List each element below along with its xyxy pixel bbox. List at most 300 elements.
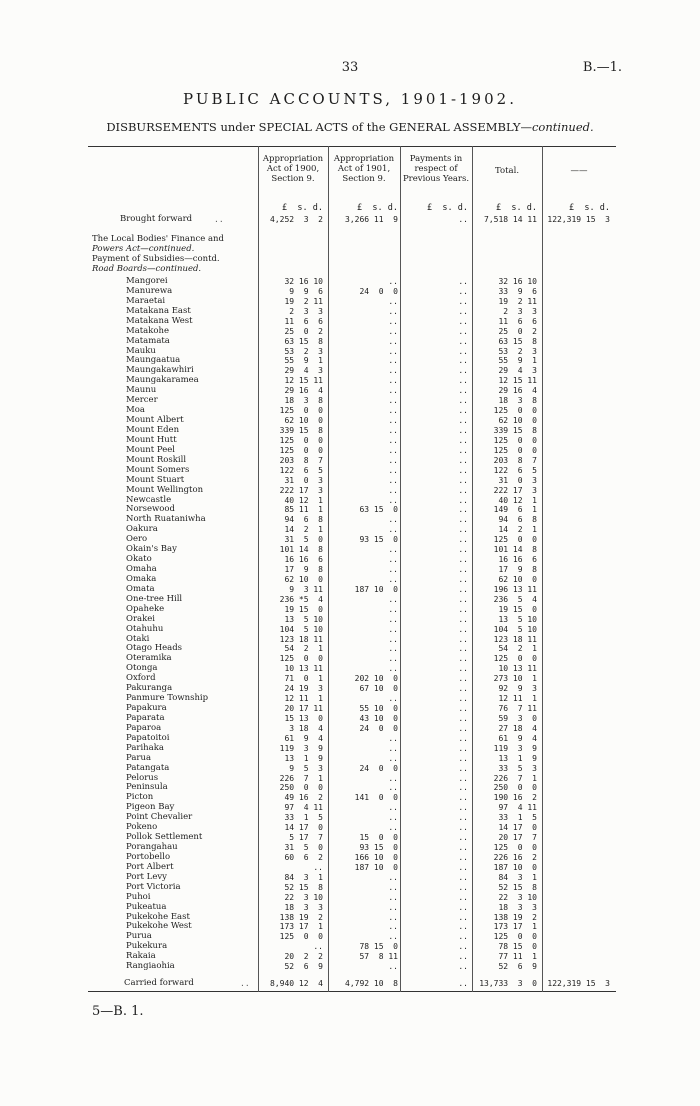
cell-total: 97 4 11: [498, 803, 537, 813]
cell-total: 125 0 0: [493, 445, 537, 455]
road-board-name: Rakaia: [126, 951, 156, 962]
cell-previous: ..: [458, 366, 468, 376]
cell-1901: ..: [388, 416, 398, 425]
cell-1901: ..: [388, 277, 398, 286]
cell-total: 14 2 1: [498, 525, 537, 535]
road-board-name: Puhoi: [126, 891, 151, 902]
cell-1901: ..: [388, 515, 398, 525]
road-board-name: Papakura: [126, 703, 167, 713]
leader-dots: ..: [214, 215, 224, 224]
cell-previous: ..: [458, 872, 468, 882]
cell-previous: ..: [458, 346, 468, 356]
cell-total: 20 17 7: [498, 833, 537, 843]
road-board-name: Mount Albert: [126, 415, 184, 425]
cell-previous: ..: [458, 316, 468, 326]
cell-1900: 84 3 1: [284, 872, 323, 882]
cell-1900: 250 0 0: [279, 783, 323, 793]
cell-total: 62 10 0: [498, 416, 537, 425]
cell-total: 125 0 0: [493, 654, 537, 664]
road-board-name: Oakura: [126, 524, 158, 535]
cell-total: 19 15 0: [498, 604, 537, 614]
road-board-name: Omaka: [126, 573, 157, 584]
cell-1901: ..: [388, 406, 398, 416]
cell-1901: 24 0 0: [359, 723, 398, 733]
cell-total: 94 6 8: [498, 515, 537, 525]
road-board-name: Pelorus: [126, 772, 159, 783]
cell-total: 273 10 1: [493, 674, 537, 684]
page-reference: B.—1.: [582, 60, 622, 75]
cell-1900: 60 6 2: [284, 852, 323, 862]
cell-1901: ..: [388, 555, 398, 564]
cell-1901: ..: [388, 922, 398, 932]
cell-1901: 187 10 0: [354, 584, 398, 594]
cell-grand: 122,319 15 3: [547, 979, 610, 988]
road-board-name: One-tree Hill: [126, 593, 183, 604]
cell-1901: ..: [388, 346, 398, 356]
road-board-name: Pigeon Bay: [126, 802, 175, 813]
cell-previous: ..: [458, 356, 468, 366]
cell-previous: ..: [458, 624, 468, 634]
cell-previous: ..: [458, 713, 468, 723]
money-unit-header: £ s. d.: [496, 203, 537, 213]
road-board-name: Port Albert: [126, 861, 174, 872]
cell-1900: 55 9 1: [284, 356, 323, 366]
cell-1900: 20 17 11: [284, 704, 323, 713]
cell-1900: 226 7 1: [279, 773, 323, 783]
road-board-name: Otaki: [126, 633, 150, 644]
road-board-name: Pukekohe East: [126, 911, 190, 922]
money-unit-header: £ s. d.: [282, 203, 323, 213]
road-board-name: North Ruataniwha: [126, 514, 206, 525]
road-board-name: Mauku: [126, 345, 156, 356]
cell-1900: 31 5 0: [284, 843, 323, 852]
cell-1901: 67 10 0: [359, 684, 398, 694]
cell-1900: 71 0 1: [284, 674, 323, 684]
cell-1900: 54 2 1: [284, 644, 323, 654]
cell-previous: ..: [458, 416, 468, 425]
cell-1900: ..: [313, 942, 323, 952]
cell-previous: ..: [458, 535, 468, 545]
cell-total: 52 15 8: [498, 882, 537, 892]
cell-1901: ..: [388, 495, 398, 505]
cell-1900: 236 *5 4: [279, 594, 323, 604]
road-board-name: Pokeno: [126, 822, 158, 833]
cell-1900: 119 3 9: [279, 743, 323, 753]
cell-1900: 29 4 3: [284, 366, 323, 376]
road-board-name: Mount Hutt: [126, 434, 177, 445]
cell-1900: 52 6 9: [284, 962, 323, 972]
cell-1901: 3,266 11 9: [345, 215, 398, 224]
cell-1901: 141 0 0: [354, 793, 398, 803]
road-board-name: Mount Peel: [126, 444, 176, 455]
cell-total: 62 10 0: [498, 574, 537, 584]
cell-1900: 33 1 5: [284, 813, 323, 823]
cell-1901: ..: [388, 813, 398, 823]
cell-total: 10 13 11: [498, 664, 537, 674]
road-board-name: Porangahau: [126, 842, 178, 852]
cell-1901: ..: [388, 664, 398, 674]
cell-total: 12 15 11: [498, 376, 537, 386]
cell-total: 125 0 0: [493, 435, 537, 445]
cell-previous: ..: [458, 674, 468, 684]
section-heading-4: Road Boards—continued.: [92, 264, 202, 274]
cell-previous: ..: [458, 594, 468, 604]
road-board-name: Peninsula: [126, 782, 168, 793]
cell-1900: 4,252 3 2: [270, 215, 323, 224]
cell-1900: 125 0 0: [279, 445, 323, 455]
road-board-name: Pollok Settlement: [126, 832, 203, 843]
cell-previous: ..: [458, 654, 468, 664]
cell-previous: ..: [458, 684, 468, 694]
cell-1900: 16 16 6: [284, 555, 323, 564]
cell-previous: ..: [458, 545, 468, 555]
cell-1901: ..: [388, 306, 398, 316]
cell-previous: ..: [458, 614, 468, 624]
cell-1900: 25 0 2: [284, 326, 323, 336]
cell-previous: ..: [458, 763, 468, 773]
cell-total: 14 17 0: [498, 823, 537, 833]
cell-1901: ..: [388, 525, 398, 535]
cell-1900: 13 5 10: [284, 614, 323, 624]
road-board-name: Pukekohe West: [126, 921, 192, 932]
cell-1900: 22 3 10: [284, 892, 323, 902]
road-board-name: Portobello: [126, 851, 171, 862]
cell-1901: ..: [388, 932, 398, 942]
road-board-name: Mount Eden: [126, 424, 180, 435]
cell-1900: 12 11 1: [284, 694, 323, 704]
cell-1901: 24 0 0: [359, 763, 398, 773]
cell-total: 16 16 6: [498, 555, 537, 564]
cell-total: 61 9 4: [498, 733, 537, 743]
cell-total: 203 8 7: [493, 455, 537, 465]
cell-1901: ..: [388, 396, 398, 406]
cell-1900: 97 4 11: [284, 803, 323, 813]
cell-previous: ..: [458, 296, 468, 306]
cell-1901: ..: [388, 366, 398, 376]
cell-previous: ..: [458, 902, 468, 912]
header-total: Total.: [494, 166, 520, 176]
cell-previous: ..: [458, 286, 468, 296]
cell-1900: 15 13 0: [284, 713, 323, 723]
cell-1901: ..: [388, 644, 398, 654]
cell-1900: 61 9 4: [284, 733, 323, 743]
money-unit-header: £ s. d.: [357, 203, 398, 213]
disbursements-table: [88, 146, 616, 992]
cell-total: 149 6 1: [493, 505, 537, 515]
page-footer: 5—B. 1.: [92, 1004, 144, 1019]
cell-previous: ..: [458, 743, 468, 753]
road-board-name: Port Victoria: [126, 881, 181, 892]
cell-1901: ..: [388, 386, 398, 396]
cell-previous: ..: [458, 922, 468, 932]
road-board-name: Parihaka: [126, 742, 164, 753]
cell-1900: 122 6 5: [279, 465, 323, 475]
cell-total: 13 5 10: [498, 614, 537, 624]
road-board-name: Maungakawhiri: [126, 365, 194, 376]
cell-1900: 12 15 11: [284, 376, 323, 386]
cell-total: 2 3 3: [503, 306, 537, 316]
cell-1901: 43 10 0: [359, 713, 398, 723]
cell-1901: ..: [388, 336, 398, 346]
cell-1901: ..: [388, 485, 398, 495]
section-heading-1: The Local Bodies' Finance and: [92, 234, 224, 244]
cell-previous: ..: [458, 862, 468, 872]
cell-1900: 173 17 1: [279, 922, 323, 932]
cell-previous: ..: [458, 435, 468, 445]
road-board-name: Pakuranga: [126, 683, 173, 694]
cell-1900: ..: [313, 862, 323, 872]
cell-1901: 57 8 11: [359, 952, 398, 962]
cell-1901: ..: [388, 604, 398, 614]
cell-1901: ..: [388, 435, 398, 445]
cell-1900: 17 9 8: [284, 565, 323, 574]
cell-total: 33 9 6: [498, 286, 537, 296]
cell-previous: ..: [458, 525, 468, 535]
cell-previous: ..: [458, 584, 468, 594]
brought-forward-row: [88, 214, 616, 225]
cell-total: 119 3 9: [493, 743, 537, 753]
cell-total: 17 9 8: [498, 565, 537, 574]
cell-1901: 93 15 0: [359, 535, 398, 545]
cell-1901: ..: [388, 962, 398, 972]
road-board-name: Otahuhu: [126, 623, 164, 634]
cell-1900: 125 0 0: [279, 435, 323, 445]
cell-total: 104 5 10: [493, 624, 537, 634]
cell-1900: 32 16 10: [284, 277, 323, 286]
cell-previous: ..: [458, 942, 468, 952]
cell-1900: 222 17 3: [279, 485, 323, 495]
cell-total: 123 18 11: [493, 634, 537, 644]
cell-previous: ..: [458, 852, 468, 862]
cell-1900: 104 5 10: [279, 624, 323, 634]
header-previous-years: Payments in respect of Previous Years.: [402, 154, 470, 184]
road-board-name: Point Chevalier: [126, 812, 193, 823]
cell-1900: 125 0 0: [279, 406, 323, 416]
cell-1901: 93 15 0: [359, 843, 398, 852]
cell-1901: ..: [388, 326, 398, 336]
cell-1900: 14 2 1: [284, 525, 323, 535]
cell-total: 187 10 0: [493, 862, 537, 872]
cell-1901: ..: [388, 743, 398, 753]
cell-previous: ..: [458, 277, 468, 286]
cell-total: 53 2 3: [498, 346, 537, 356]
cell-1901: 166 10 0: [354, 852, 398, 862]
road-board-name: Patangata: [126, 762, 170, 773]
cell-1901: ..: [388, 594, 398, 604]
cell-previous: ..: [458, 406, 468, 416]
cell-previous: ..: [458, 912, 468, 922]
road-board-name: Paparata: [126, 712, 165, 723]
cell-1901: ..: [388, 823, 398, 833]
cell-1900: 29 16 4: [284, 386, 323, 396]
page-title: PUBLIC ACCOUNTS, 1901-1902.: [183, 90, 517, 108]
road-board-name: Otago Heads: [126, 643, 183, 654]
leader-dots: ..: [240, 979, 250, 988]
road-board-name: Okain's Bay: [126, 544, 177, 555]
subtitle-main: DISBURSEMENTS under SPECIAL ACTS of the GENERAL ASSEMBLY—: [106, 120, 532, 134]
cell-1900: 49 16 2: [284, 793, 323, 803]
road-board-name: Purua: [126, 931, 152, 942]
cell-1900: 125 0 0: [279, 654, 323, 664]
cell-total: 59 3 0: [498, 713, 537, 723]
cell-1901: ..: [388, 445, 398, 455]
cell-1900: 52 15 8: [284, 882, 323, 892]
road-board-name: Otonga: [126, 663, 158, 674]
cell-total: 196 13 11: [493, 584, 537, 594]
cell-1900: 19 15 0: [284, 604, 323, 614]
cell-previous: ..: [458, 336, 468, 346]
road-board-name: Picton: [126, 792, 154, 803]
cell-previous: ..: [458, 773, 468, 783]
cell-total: 78 15 0: [498, 942, 537, 952]
cell-1901: ..: [388, 902, 398, 912]
cell-1900: 10 13 11: [284, 664, 323, 674]
cell-previous: ..: [458, 565, 468, 574]
cell-1901: ..: [388, 465, 398, 475]
road-board-name: Maraetai: [126, 295, 166, 306]
cell-previous: ..: [458, 455, 468, 465]
road-board-name: Rangiaohia: [126, 961, 175, 972]
cell-total: 125 0 0: [493, 932, 537, 942]
cell-total: 11 6 6: [498, 316, 537, 326]
cell-1901: ..: [388, 753, 398, 763]
cell-previous: ..: [458, 843, 468, 852]
road-board-name: Paparoa: [126, 722, 162, 733]
cell-previous: ..: [458, 634, 468, 644]
road-board-name: Papatoitoi: [126, 732, 170, 743]
cell-total: 33 1 5: [498, 813, 537, 823]
cell-1900: 40 12 1: [284, 495, 323, 505]
cell-previous: ..: [458, 783, 468, 793]
cell-previous: ..: [458, 823, 468, 833]
cell-1901: 63 15 0: [359, 505, 398, 515]
cell-previous: ..: [458, 644, 468, 654]
road-board-name: Parua: [126, 752, 152, 763]
road-board-name: Pukekura: [126, 941, 168, 952]
road-board-name: Moa: [126, 405, 145, 416]
cell-1901: ..: [388, 425, 398, 435]
cell-1900: 339 15 8: [279, 425, 323, 435]
cell-1900: 9 3 11: [289, 584, 323, 594]
cell-total: 25 0 2: [498, 326, 537, 336]
cell-previous: ..: [458, 495, 468, 505]
cell-previous: ..: [458, 753, 468, 763]
road-board-name: Panmure Township: [126, 693, 209, 704]
cell-1900: 62 10 0: [284, 574, 323, 584]
cell-1901: 4,792 10 8: [345, 979, 398, 988]
cell-total: 77 11 1: [498, 952, 537, 962]
cell-1900: 24 19 3: [284, 684, 323, 694]
cell-1900: 13 1 9: [284, 753, 323, 763]
cell-previous: ..: [458, 733, 468, 743]
cell-1900: 31 0 3: [284, 475, 323, 485]
cell-previous: ..: [458, 425, 468, 435]
cell-1900: 53 2 3: [284, 346, 323, 356]
section-heading-2: Powers Act—continued.: [92, 244, 195, 254]
header-appropriation-1900: Appropriation Act of 1900, Section 9.: [262, 154, 324, 184]
road-board-name: Port Levy: [126, 871, 167, 882]
cell-1900: 19 2 11: [284, 296, 323, 306]
cell-total: 63 15 8: [498, 336, 537, 346]
header-blank-column: ——: [570, 166, 588, 176]
road-board-name: Norsewood: [126, 504, 175, 515]
road-board-name: Maunu: [126, 385, 157, 396]
page-number: 33: [341, 60, 359, 75]
cell-previous: ..: [458, 604, 468, 614]
cell-1900: 101 14 8: [279, 545, 323, 555]
cell-previous: ..: [458, 515, 468, 525]
cell-1901: ..: [388, 694, 398, 704]
cell-1900: 123 18 11: [279, 634, 323, 644]
table-top-rule: [88, 146, 616, 147]
cell-1901: ..: [388, 455, 398, 465]
cell-total: 222 17 3: [493, 485, 537, 495]
cell-1900: 138 19 2: [279, 912, 323, 922]
road-board-name: Maungakaramea: [126, 375, 199, 386]
road-board-name: Oero: [126, 534, 148, 545]
road-board-name: Mount Wellington: [126, 484, 204, 495]
cell-total: 29 4 3: [498, 366, 537, 376]
cell-1901: 15 0 0: [359, 833, 398, 843]
cell-total: 18 3 8: [498, 396, 537, 406]
cell-total: 84 3 1: [498, 872, 537, 882]
cell-grand: 122,319 15 3: [547, 215, 610, 224]
cell-total: 55 9 1: [498, 356, 537, 366]
cell-previous: ..: [458, 306, 468, 316]
cell-previous: ..: [458, 376, 468, 386]
cell-1901: 78 15 0: [359, 942, 398, 952]
cell-previous: ..: [458, 664, 468, 674]
cell-1901: ..: [388, 733, 398, 743]
road-board-name: Oxford: [126, 673, 156, 684]
cell-total: 173 17 1: [493, 922, 537, 932]
cell-1900: 9 9 6: [289, 286, 323, 296]
road-board-name: Manurewa: [126, 285, 173, 296]
road-board-name: Omata: [126, 583, 155, 594]
cell-1901: ..: [388, 634, 398, 644]
cell-total: 40 12 1: [498, 495, 537, 505]
cell-total: 54 2 1: [498, 644, 537, 654]
cell-1901: 55 10 0: [359, 704, 398, 713]
cell-previous: ..: [458, 979, 468, 988]
cell-1900: 94 6 8: [284, 515, 323, 525]
cell-1900: 85 11 1: [284, 505, 323, 515]
cell-1901: ..: [388, 912, 398, 922]
road-board-name: Mangorei: [126, 276, 168, 286]
cell-previous: ..: [458, 396, 468, 406]
cell-1900: 62 10 0: [284, 416, 323, 425]
cell-total: 125 0 0: [493, 843, 537, 852]
row-label: Carried forward: [124, 978, 194, 988]
road-board-name: Okato: [126, 554, 152, 564]
cell-previous: ..: [458, 505, 468, 515]
money-unit-header: £ s. d.: [427, 203, 468, 213]
row-label: Brought forward: [120, 214, 193, 224]
cell-previous: ..: [458, 932, 468, 942]
cell-previous: ..: [458, 465, 468, 475]
cell-1900: 9 5 3: [289, 763, 323, 773]
road-board-name: Oteramika: [126, 653, 172, 664]
cell-previous: ..: [458, 326, 468, 336]
cell-total: 76 7 11: [498, 704, 537, 713]
cell-total: 31 0 3: [498, 475, 537, 485]
cell-1900: 203 8 7: [279, 455, 323, 465]
cell-1901: ..: [388, 872, 398, 882]
cell-1901: ..: [388, 475, 398, 485]
table-bottom-rule: [88, 991, 616, 992]
cell-total: 226 16 2: [493, 852, 537, 862]
road-board-name: Mercer: [126, 395, 158, 406]
